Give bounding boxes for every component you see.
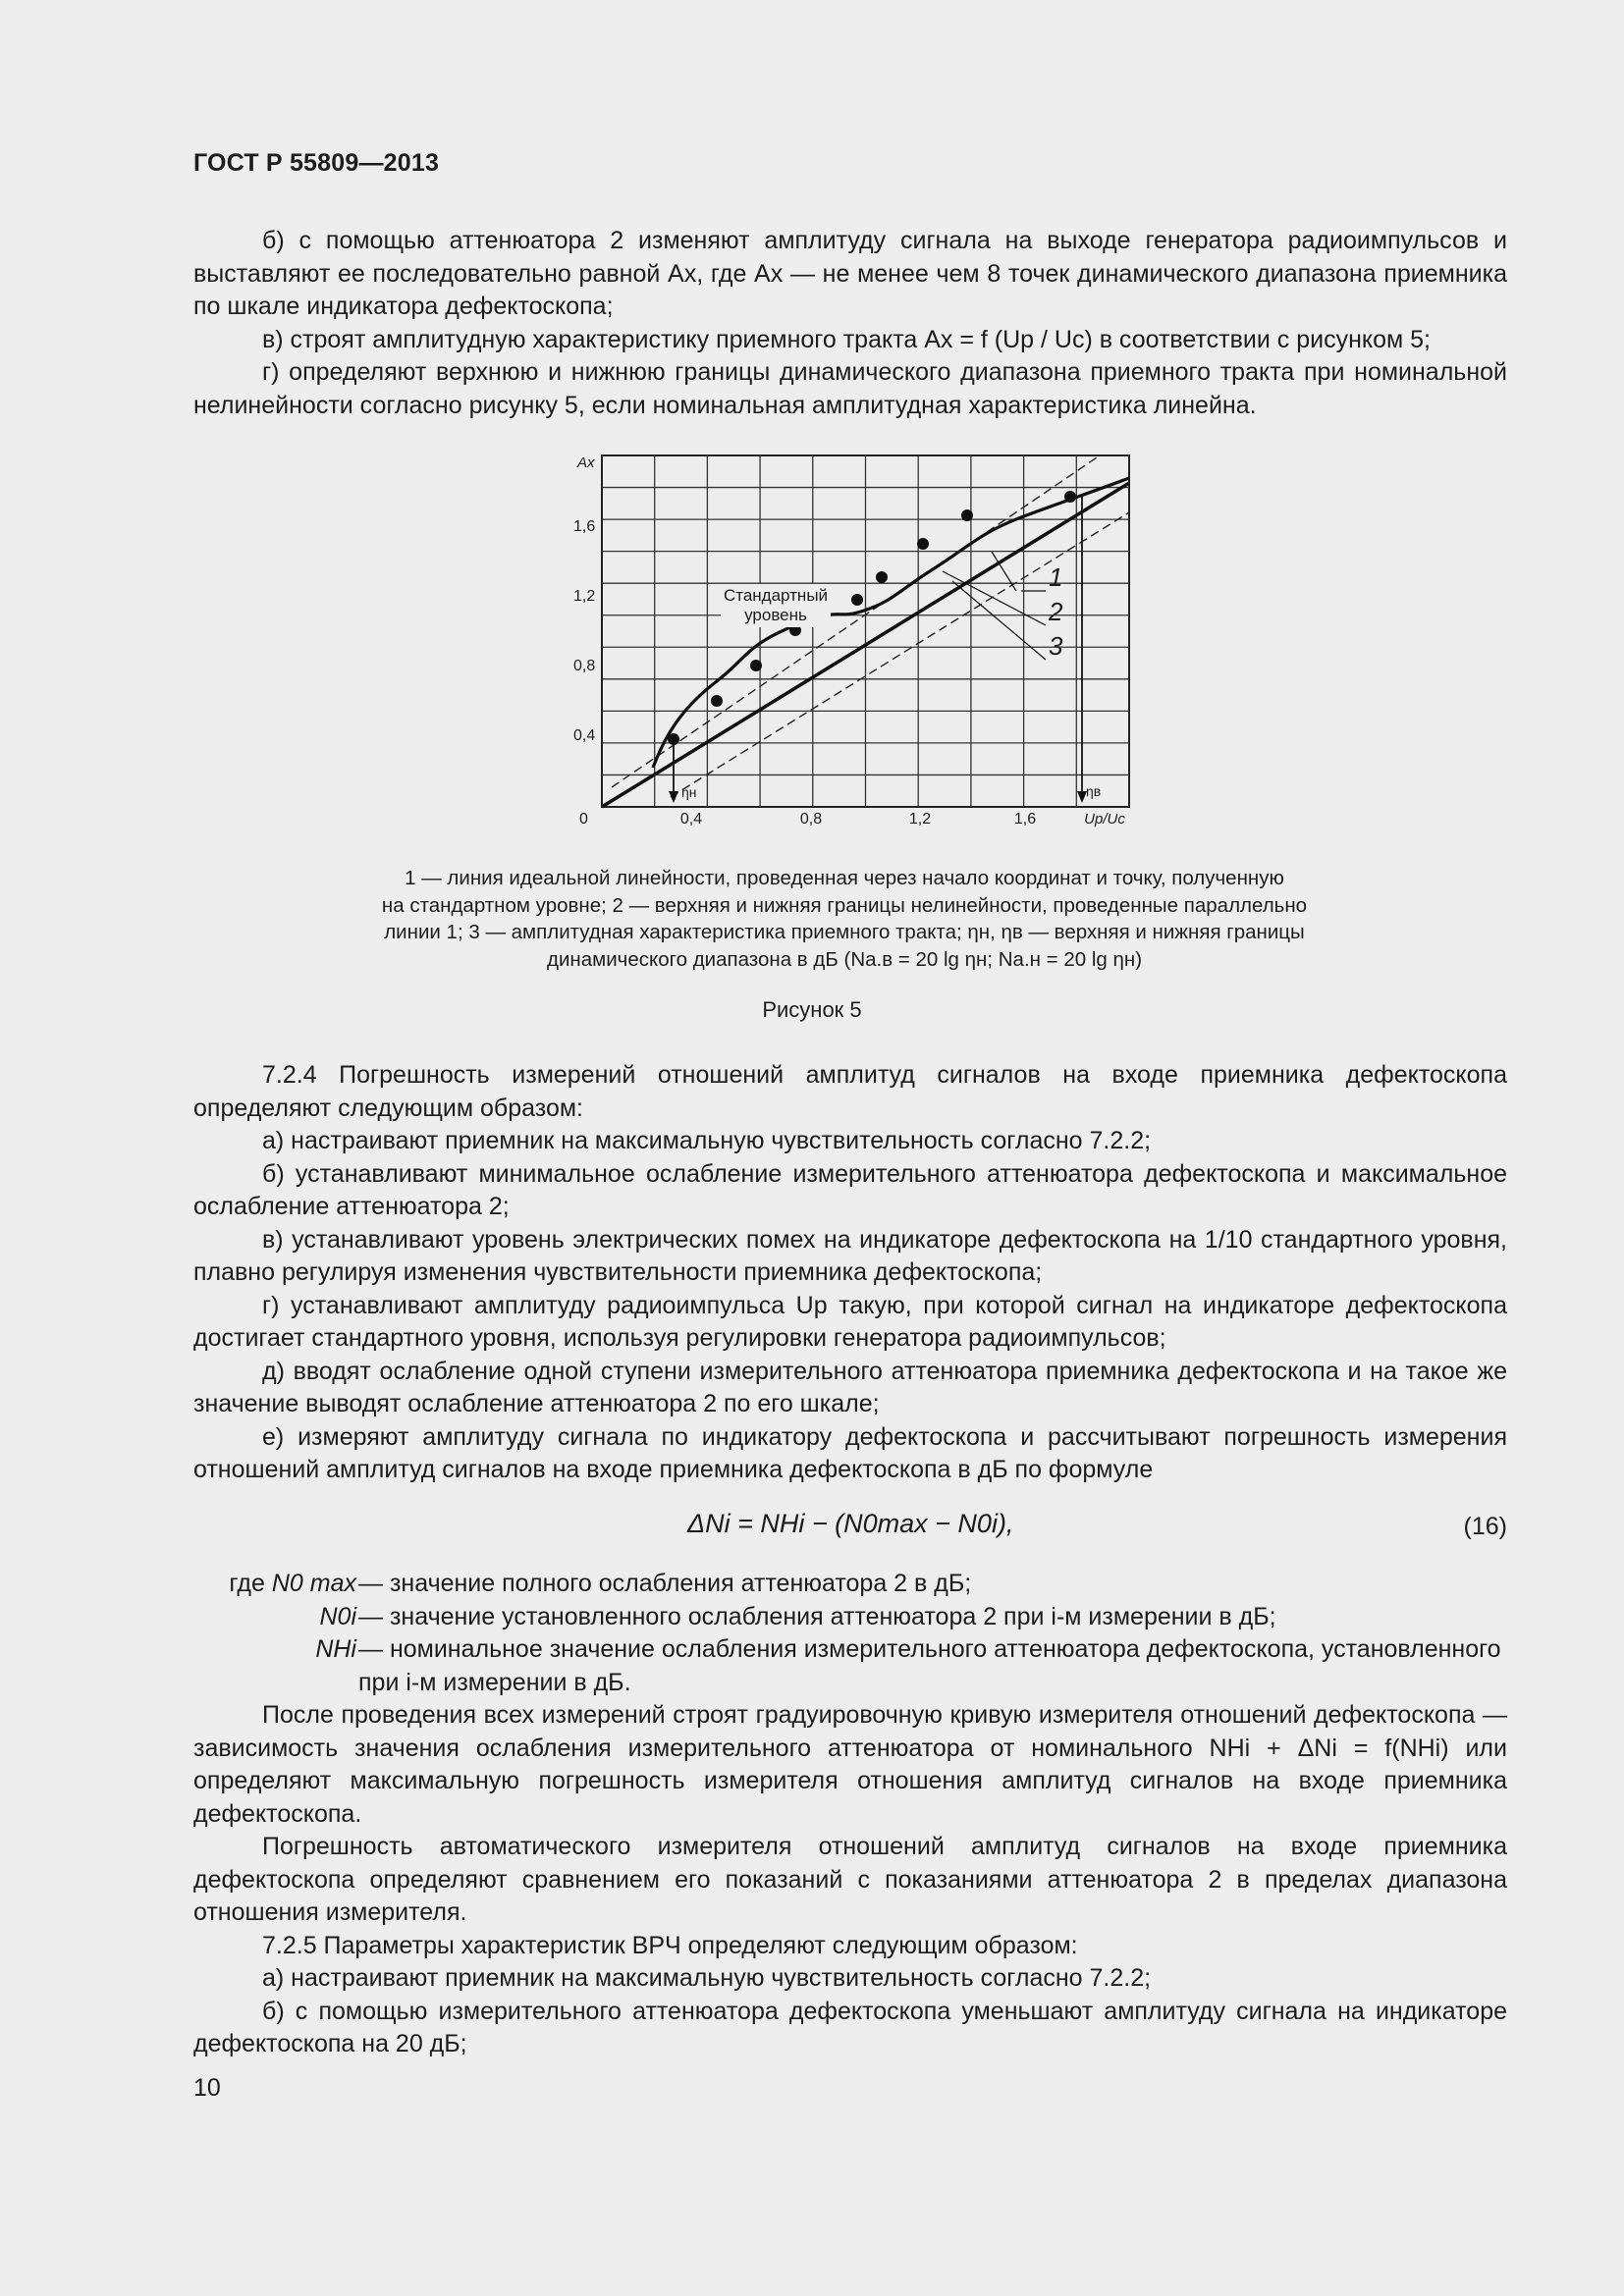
paragraph: После проведения всех измерений строят градуировочную кривую измерителя отношений дефектоскопа — зависимость значения ослабления измерительного аттенюатора от номинального NHi + ΔNi = f(NHi) или определяют максимальную погрешность измерителя отношения амплитуд сигналов на входе приемника дефектоскопа. [193,1701,1507,1828]
paragraph: г) устанавливают амплитуду радиоимпульса Uр такую, при которой сигнал на индикаторе дефектоскопа достигает стандартного уровня, используя регулировки генератора радиоимпульсов; [193,1291,1507,1352]
curve-label-1: 1 [1049,562,1063,592]
legend-prefix: где [229,1570,265,1597]
data-point [876,571,888,583]
x-tick: 0,8 [799,811,823,828]
leader-line-1 [992,552,1016,591]
x-tick: 1,6 [1013,811,1037,828]
legend-symbol: N0 max [271,1570,356,1597]
origin-label: 0 [579,811,588,828]
figure-caption [324,865,1365,973]
x-tick: 1,2 [908,811,932,828]
data-point [961,509,973,521]
data-point [851,594,863,606]
paragraph: Погрешность автоматического измерителя отношений амплитуд сигналов на входе приемника дефектоскопа определяют сравнением его показаний с показаниями аттенюатора 2 в пределах диапазона отношения измерителя. [193,1833,1507,1926]
x-axis-label: Uр/Uс [1084,811,1125,828]
y-tick: 1,6 [573,518,596,535]
paragraph: б) устанавливают минимальное ослабление измерительного аттенюатора дефектоскопа и максимальное ослабление аттенюатора 2; [193,1159,1507,1220]
data-point [1064,491,1076,503]
x-tick: 0,4 [679,811,703,828]
bottom-text [193,1699,1507,2061]
annotation-standard-level: Стандартный [723,586,829,605]
formula-number: (16) [1463,1513,1507,1540]
legend-row [193,1601,1507,1634]
legend-symbol: NHi [315,1635,356,1663]
figure-title: Рисунок 5 [762,997,862,1022]
eta-low-arrow [669,791,678,803]
legend-row [193,1568,1507,1601]
paragraph: б) с помощью аттенюатора 2 изменяют амплитуду сигнала на выходе генератора радиоимпульсов и выставляют ее последовательно равной Ax, где Ax — не менее чем 8 точек динамического диапазона приемника по шкале индикатора дефектоскопа; [193,227,1507,320]
y-tick: 1,2 [573,588,596,605]
paragraph: 7.2.4 Погрешность измерений отношений амплитуд сигналов на входе приемника дефектоскопа определяют следующим образом: [193,1061,1507,1122]
formula-16: ΔNi = NHi − (N0max − N0i), [687,1509,1014,1538]
document-header: ГОСТ Р 55809—2013 [193,149,440,177]
page-number: 10 [193,2074,221,2102]
paragraph: г) определяют верхнюю и нижнюю границы динамического диапазона приемного тракта при номинальной нелинейности согласно рисунку 5, если номинальная амплитудная характеристика линейна. [193,358,1507,419]
paragraph: д) вводят ослабление одной ступени измерительного аттенюатора приемника дефектоскопа и на такое же значение выводят ослабление аттенюатора 2 по его шкале; [193,1357,1507,1417]
paragraph: в) устанавливают уровень электрических помех на индикаторе дефектоскопа на 1/10 стандартного уровня, плавно регулируя изменения чувствительности приемника дефектоскопа; [193,1225,1507,1286]
caption-line: 1 — линия идеальной линейности, проведенная через начало координат и точку, полученную [405,867,1284,889]
eta-low-label: ηн [681,784,697,800]
formula-legend [193,1568,1507,1699]
curve-label-3: 3 [1049,631,1063,661]
data-point [917,538,929,550]
legend-desc: — значение установленного ослабления аттенюатора 2 при i-м измерении в дБ; [358,1602,1276,1630]
annotation-standard-level: уровень [744,606,807,624]
caption-line: на стандартном уровне; 2 — верхняя и нижняя границы нелинейности, проведенные параллельно [381,893,1308,917]
paragraph: а) настраивают приемник на максимальную чувствительность согласно 7.2.2; [262,1964,1152,1992]
legend-desc: — значение полного ослабления аттенюатора 2 в дБ; [358,1570,972,1597]
section-text [193,1059,1507,1487]
figure-5-chart [560,444,1149,841]
paragraph: б) с помощью измерительного аттенюатора дефектоскопа уменьшают амплитуду сигнала на индикаторе дефектоскопа на 20 дБ; [193,1997,1507,2057]
data-point [750,660,762,671]
paragraph: е) измеряют амплитуду сигнала по индикатору дефектоскопа и рассчитывают погрешность измерения отношений амплитуд сигналов на входе приемника дефектоскопа в дБ по формуле [193,1422,1507,1483]
eta-high-label: ηв [1086,783,1102,799]
leader-line-2 [943,571,1046,625]
data-point [711,695,723,707]
paragraph: в) строят амплитудную характеристику приемного тракта Ax = f (Uр / Uс) в соответствии с рисунком 5; [262,325,1432,353]
legend-symbol: N0i [319,1602,356,1630]
legend-row [193,1633,1507,1699]
upper-bound-line-2 [612,455,1100,787]
y-tick: 0,8 [573,658,596,674]
curve-label-2: 2 [1049,597,1063,626]
top-text [193,225,1507,422]
legend-desc: — номинальное значение ослабления измерительного аттенюатора дефектоскопа, установленного при i-м измерении в дБ. [358,1635,1501,1696]
caption-line: динамического диапазона в дБ (Nа.в = 20 lg ηн; Nа.н = 20 lg ηн) [546,947,1143,971]
y-axis-label: Ax [577,454,595,471]
caption-line: линии 1; 3 — амплитудная характеристика приемного тракта; ηн, ηв — верхняя и нижняя границы [384,921,1305,943]
paragraph: 7.2.5 Параметры характеристик ВРЧ определяют следующим образом: [262,1931,1078,1959]
y-tick: 0,4 [573,727,596,744]
paragraph: а) настраивают приемник на максимальную чувствительность согласно 7.2.2; [262,1127,1152,1154]
